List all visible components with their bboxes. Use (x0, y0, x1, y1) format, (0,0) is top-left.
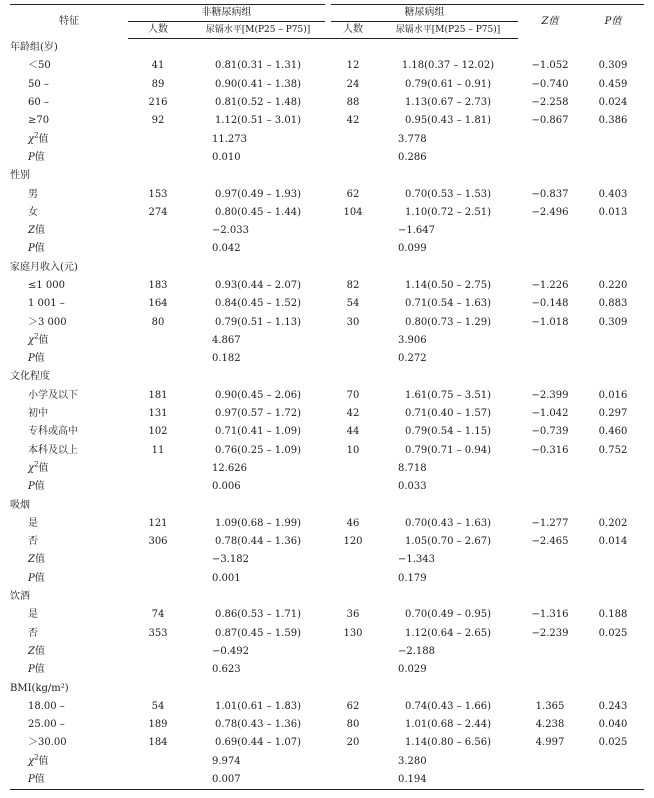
pvalue-nondiabetic: 0.001 (212, 572, 241, 584)
section-title-row (10, 259, 644, 277)
empty-cell (328, 332, 378, 350)
stat-label: Z值 (28, 645, 45, 657)
pvalue-nondiabetic: 0.623 (212, 664, 241, 676)
pvalue-label: P值 (28, 572, 45, 584)
count-diabetic: 46 (346, 517, 360, 529)
count-diabetic: 62 (346, 188, 360, 200)
p-value: 0.040 (598, 719, 628, 731)
count-nondiabetic: 183 (148, 280, 168, 291)
count-nondiabetic: 164 (148, 298, 168, 310)
z-value: −2.239 (531, 627, 569, 639)
stat-row (10, 643, 644, 661)
level-nondiabetic: 0.76(0.25 – 1.09) (215, 444, 301, 456)
empty-cell (582, 771, 644, 790)
row-label: 1 001 – (28, 298, 65, 310)
z-value: −0.837 (531, 188, 569, 200)
table-body (10, 39, 644, 790)
count-nondiabetic: 80 (151, 316, 165, 328)
level-nondiabetic: 0.84(0.45 – 1.52) (215, 298, 301, 310)
row-label: 男 (28, 188, 38, 200)
level-diabetic: 1.01(0.68 – 2.44) (405, 719, 491, 731)
row-label: 小学及以下 (28, 389, 78, 401)
section-title: BMI(kg/m²) (10, 682, 69, 694)
pvalue-row (10, 570, 644, 588)
section-title-row (10, 588, 644, 606)
empty-cell (518, 478, 582, 496)
empty-cell (128, 661, 188, 679)
level-nondiabetic: 0.86(0.53 – 1.71) (215, 609, 301, 621)
p-value: 0.460 (598, 426, 628, 438)
empty-cell (518, 551, 582, 569)
table-row (10, 313, 644, 331)
row-label: 是 (28, 517, 38, 529)
row-label: 否 (28, 536, 38, 548)
pvalue-diabetic: 0.099 (398, 243, 427, 255)
level-diabetic: 1.13(0.67 – 2.73) (405, 97, 491, 109)
z-value: −1.018 (531, 316, 569, 328)
count-diabetic: 24 (346, 78, 360, 90)
level-nondiabetic: 0.97(0.49 – 1.93) (215, 188, 301, 200)
level-diabetic: 1.05(0.70 – 2.67) (405, 536, 491, 548)
level-nondiabetic: 0.93(0.44 – 2.07) (215, 280, 301, 291)
header-level-diabetic: 尿镉水平[M(P25 – P75)] (378, 22, 518, 39)
empty-cell (582, 643, 644, 661)
empty-cell (518, 771, 582, 790)
row-label: 50 – (28, 78, 49, 90)
level-diabetic: 0.70(0.53 – 1.53) (405, 188, 491, 200)
stat-diabetic: 3.280 (398, 755, 427, 767)
count-diabetic: 36 (346, 609, 360, 621)
table-row (10, 423, 644, 441)
section-title-row (10, 368, 644, 386)
pvalue-nondiabetic: 0.007 (188, 771, 328, 790)
row-label: 否 (28, 627, 38, 639)
level-nondiabetic: 0.71(0.41 – 1.09) (215, 426, 301, 438)
level-diabetic: 0.70(0.49 – 0.95) (405, 609, 491, 621)
empty-cell (518, 222, 582, 240)
table-row (10, 185, 644, 203)
row-label: 本科及以上 (28, 444, 78, 456)
pvalue-diabetic: 0.286 (398, 151, 427, 163)
count-diabetic: 20 (346, 737, 360, 749)
stat-row (10, 460, 644, 478)
stat-nondiabetic: −3.182 (212, 554, 250, 566)
row-label: 25.00 – (28, 719, 65, 731)
empty-cell (328, 643, 378, 661)
pvalue-nondiabetic: 0.006 (212, 481, 241, 493)
empty-cell (128, 222, 188, 240)
z-value: −0.148 (531, 298, 569, 310)
pvalue-row (10, 240, 644, 258)
level-diabetic: 0.74(0.43 – 1.66) (405, 700, 491, 712)
empty-cell (328, 570, 378, 588)
level-diabetic: 1.14(0.50 – 2.75) (405, 280, 491, 291)
empty-cell (582, 130, 644, 148)
empty-cell (518, 350, 582, 368)
p-value: 0.220 (598, 280, 628, 291)
empty-cell (582, 222, 644, 240)
row-label: ＞30.00 (28, 737, 67, 749)
section-title-row (10, 39, 644, 58)
pvalue-row (10, 350, 644, 368)
table-row (10, 625, 644, 643)
row-label: 初中 (28, 408, 48, 420)
p-value: 0.309 (598, 60, 628, 72)
stat-label: $\chi^2$值 (28, 332, 49, 346)
pvalue-diabetic: 0.194 (378, 771, 518, 790)
pvalue-label: P值 (28, 481, 45, 493)
z-value: −0.739 (531, 426, 569, 438)
p-value: 0.403 (598, 188, 628, 200)
empty-cell (128, 460, 188, 478)
z-value: −2.465 (531, 536, 569, 548)
level-nondiabetic: 0.90(0.41 – 1.38) (215, 78, 301, 90)
empty-cell (582, 570, 644, 588)
stat-nondiabetic: 12.626 (212, 462, 247, 474)
pvalue-diabetic: 0.179 (398, 572, 427, 584)
z-value: −1.316 (531, 609, 569, 621)
row-label: 女 (28, 206, 38, 218)
table-row (10, 277, 644, 295)
count-nondiabetic: 274 (148, 206, 168, 218)
count-diabetic: 30 (346, 316, 360, 328)
z-value: 1.365 (535, 700, 565, 712)
count-nondiabetic: 41 (151, 60, 165, 72)
count-diabetic: 120 (343, 536, 363, 548)
empty-cell (128, 350, 188, 368)
header-feature: 特征 (10, 5, 128, 39)
count-nondiabetic: 306 (148, 536, 168, 548)
stat-label: $\chi^2$值 (28, 131, 49, 145)
p-value: 0.202 (598, 517, 628, 529)
p-value: 0.883 (598, 298, 628, 310)
section-title-row (10, 167, 644, 185)
table-row (10, 606, 644, 624)
empty-cell (328, 460, 378, 478)
section-title: 吸烟 (10, 499, 30, 511)
level-diabetic: 1.10(0.72 – 2.51) (405, 206, 491, 218)
stat-label: Z值 (28, 225, 45, 237)
count-diabetic: 80 (346, 719, 360, 731)
empty-cell (582, 551, 644, 569)
table-row (10, 698, 644, 716)
empty-cell (518, 570, 582, 588)
count-nondiabetic: 131 (148, 408, 168, 420)
empty-cell (582, 240, 644, 258)
section-title: 年龄组(岁) (10, 42, 58, 54)
empty-cell (328, 478, 378, 496)
stat-row (10, 551, 644, 569)
level-nondiabetic: 0.69(0.44 – 1.07) (215, 737, 301, 749)
stat-diabetic: 3.778 (398, 133, 427, 145)
section-title-row (10, 496, 644, 514)
section-title: 家庭月收入(元) (10, 261, 78, 273)
table-row (10, 112, 644, 130)
pvalue-nondiabetic: 0.182 (212, 353, 241, 365)
p-value: 0.014 (598, 536, 628, 548)
level-nondiabetic: 0.78(0.43 – 1.36) (215, 719, 301, 731)
header-p-value: P值 (582, 5, 644, 39)
empty-cell (518, 661, 582, 679)
count-diabetic: 44 (346, 426, 360, 438)
stat-row (10, 753, 644, 771)
empty-cell (328, 661, 378, 679)
count-nondiabetic: 121 (148, 517, 168, 529)
level-diabetic: 1.61(0.75 – 3.51) (405, 389, 491, 401)
count-nondiabetic: 74 (151, 609, 165, 621)
pvalue-label: P值 (10, 771, 128, 790)
p-value: 0.459 (598, 78, 628, 90)
empty-cell (582, 753, 644, 771)
p-value: 0.025 (598, 627, 628, 639)
row-label: 18.00 – (28, 700, 65, 712)
header-level-nondiabetic: 尿镉水平[M(P25 – P75)] (188, 22, 328, 39)
empty-cell (128, 149, 188, 167)
level-nondiabetic: 0.79(0.51 – 1.13) (215, 316, 301, 328)
row-label: ≥70 (28, 115, 50, 127)
header-count-diabetic: 人数 (328, 22, 378, 39)
level-nondiabetic: 0.81(0.31 – 1.31) (215, 60, 301, 72)
table-row (10, 57, 644, 75)
section-title: 性别 (10, 170, 30, 182)
empty-cell (128, 478, 188, 496)
count-nondiabetic: 216 (148, 97, 168, 109)
z-value: −2.496 (531, 206, 569, 218)
section-title: 文化程度 (10, 371, 50, 383)
empty-cell (582, 460, 644, 478)
empty-cell (128, 643, 188, 661)
level-nondiabetic: 0.81(0.52 – 1.48) (215, 97, 301, 109)
count-nondiabetic: 102 (148, 426, 168, 438)
empty-cell (128, 332, 188, 350)
stat-diabetic: 3.906 (398, 334, 427, 346)
p-value: 0.309 (598, 316, 628, 328)
stat-nondiabetic: 9.974 (212, 755, 241, 767)
empty-cell (518, 460, 582, 478)
empty-cell (328, 753, 378, 771)
level-diabetic: 0.71(0.40 – 1.57) (405, 408, 491, 420)
p-value: 0.243 (598, 700, 628, 712)
level-diabetic: 0.71(0.54 – 1.63) (405, 298, 491, 310)
level-nondiabetic: 0.97(0.57 – 1.72) (215, 408, 301, 420)
count-diabetic: 42 (346, 408, 360, 420)
table-row (10, 533, 644, 551)
empty-cell (518, 149, 582, 167)
section-title-row (10, 679, 644, 697)
header-group-diabetic: 糖尿病组 (328, 5, 518, 22)
empty-cell (518, 643, 582, 661)
row-label: 是 (28, 609, 38, 621)
empty-cell (518, 753, 582, 771)
empty-cell (128, 771, 188, 790)
p-value: 0.752 (598, 444, 628, 456)
pvalue-row (10, 771, 644, 790)
empty-cell (582, 478, 644, 496)
z-value: −0.316 (531, 444, 569, 456)
pvalue-label: P值 (28, 151, 45, 163)
level-nondiabetic: 0.78(0.44 – 1.36) (215, 536, 301, 548)
count-diabetic: 62 (346, 700, 360, 712)
level-nondiabetic: 1.09(0.68 – 1.99) (215, 517, 301, 529)
count-diabetic: 12 (346, 60, 360, 72)
z-value: −0.740 (531, 78, 569, 90)
stat-row (10, 332, 644, 350)
pvalue-nondiabetic: 0.010 (212, 151, 241, 163)
count-diabetic: 54 (346, 298, 360, 310)
data-table-container (10, 4, 644, 790)
p-value: 0.024 (598, 97, 628, 109)
stat-diabetic: −1.647 (398, 225, 436, 237)
header-group-nondiabetic: 非糖尿病组 (128, 5, 328, 22)
stat-nondiabetic: 11.273 (212, 133, 247, 145)
table-header (10, 5, 644, 39)
count-nondiabetic: 181 (148, 389, 168, 401)
empty-cell (582, 332, 644, 350)
stat-nondiabetic: −2.033 (212, 225, 250, 237)
row-label: ＞3 000 (28, 316, 67, 328)
table-row (10, 295, 644, 313)
p-value: 0.386 (598, 115, 628, 127)
z-value: −2.399 (531, 389, 569, 401)
count-nondiabetic: 92 (151, 115, 165, 127)
count-nondiabetic: 11 (151, 444, 165, 456)
z-value: −1.042 (531, 408, 569, 420)
count-diabetic: 10 (346, 444, 360, 456)
stat-label: Z值 (28, 554, 45, 566)
empty-cell (128, 551, 188, 569)
p-value: 0.013 (598, 206, 628, 218)
p-value: 0.016 (598, 389, 628, 401)
empty-cell (518, 130, 582, 148)
empty-cell (328, 130, 378, 148)
count-nondiabetic: 353 (148, 627, 168, 639)
level-nondiabetic: 0.87(0.45 – 1.59) (215, 627, 301, 639)
count-diabetic: 104 (343, 206, 363, 218)
level-nondiabetic: 1.01(0.61 – 1.83) (215, 700, 301, 712)
pvalue-diabetic: 0.033 (398, 481, 427, 493)
empty-cell (328, 771, 378, 790)
table-row (10, 76, 644, 94)
empty-cell (518, 332, 582, 350)
section-title: 饮酒 (10, 591, 30, 603)
empty-cell (582, 661, 644, 679)
stat-diabetic: −1.343 (398, 554, 436, 566)
level-nondiabetic: 0.80(0.45 – 1.44) (215, 206, 301, 218)
table-row (10, 405, 644, 423)
empty-cell (128, 570, 188, 588)
z-value: −1.277 (531, 517, 569, 529)
empty-cell (582, 350, 644, 368)
count-diabetic: 42 (346, 115, 360, 127)
table-row (10, 734, 644, 752)
table-row (10, 716, 644, 734)
z-value: −2.258 (531, 97, 569, 109)
pvalue-label: P值 (28, 664, 45, 676)
p-value: 0.188 (598, 609, 628, 621)
level-diabetic: 0.79(0.61 – 0.91) (405, 78, 491, 90)
header-count-nondiabetic: 人数 (128, 22, 188, 39)
z-value: 4.997 (535, 737, 565, 749)
stat-label: $\chi^2$值 (28, 753, 49, 767)
z-value: −1.226 (531, 280, 569, 291)
pvalue-row (10, 149, 644, 167)
empty-cell (328, 149, 378, 167)
level-diabetic: 1.18(0.37 – 12.02) (401, 60, 495, 72)
level-diabetic: 0.95(0.43 – 1.81) (405, 115, 491, 127)
level-diabetic: 0.80(0.73 – 1.29) (405, 316, 491, 328)
empty-cell (328, 551, 378, 569)
stat-row (10, 222, 644, 240)
empty-cell (328, 240, 378, 258)
empty-cell (128, 130, 188, 148)
table-row (10, 515, 644, 533)
level-diabetic: 1.12(0.64 – 2.65) (405, 627, 491, 639)
pvalue-row (10, 661, 644, 679)
table-row (10, 204, 644, 222)
statistics-table (10, 4, 644, 790)
stat-nondiabetic: 4.867 (212, 334, 241, 346)
level-nondiabetic: 0.90(0.45 – 2.06) (215, 389, 301, 401)
empty-cell (582, 149, 644, 167)
stat-nondiabetic: −0.492 (212, 645, 250, 657)
p-value: 0.025 (598, 737, 628, 749)
count-diabetic: 82 (346, 280, 360, 291)
pvalue-label: P值 (28, 243, 45, 255)
empty-cell (518, 240, 582, 258)
stat-label: $\chi^2$值 (28, 460, 49, 474)
header-z-value: Z值 (518, 5, 582, 39)
empty-cell (128, 753, 188, 771)
count-diabetic: 70 (346, 389, 360, 401)
stat-diabetic: 8.718 (398, 462, 427, 474)
count-nondiabetic: 89 (151, 78, 165, 90)
count-nondiabetic: 189 (148, 719, 168, 731)
table-row (10, 94, 644, 112)
stat-row (10, 130, 644, 148)
pvalue-diabetic: 0.029 (398, 664, 427, 676)
count-nondiabetic: 184 (148, 737, 168, 749)
row-label: ≤1 000 (28, 280, 66, 291)
row-label: ＜50 (28, 60, 51, 72)
table-row (10, 442, 644, 460)
level-diabetic: 1.14(0.80 – 6.56) (405, 737, 491, 749)
empty-cell (128, 240, 188, 258)
stat-diabetic: −2.188 (398, 645, 436, 657)
level-diabetic: 0.70(0.43 – 1.63) (405, 517, 491, 529)
level-nondiabetic: 1.12(0.51 – 3.01) (215, 115, 301, 127)
count-nondiabetic: 54 (151, 700, 165, 712)
level-diabetic: 0.79(0.54 – 1.15) (405, 426, 491, 438)
empty-cell (328, 350, 378, 368)
z-value: −1.052 (531, 60, 569, 72)
table-row (10, 387, 644, 405)
empty-cell (328, 222, 378, 240)
pvalue-row (10, 478, 644, 496)
p-value: 0.297 (598, 408, 628, 420)
z-value: −0.867 (531, 115, 569, 127)
pvalue-diabetic: 0.272 (398, 353, 427, 365)
row-label: 60 – (28, 97, 49, 109)
count-diabetic: 130 (343, 627, 363, 639)
row-label: 专科或高中 (28, 426, 78, 438)
count-nondiabetic: 153 (148, 188, 168, 200)
z-value: 4.238 (535, 719, 565, 731)
level-diabetic: 0.79(0.71 – 0.94) (405, 444, 491, 456)
count-diabetic: 88 (346, 97, 360, 109)
pvalue-label: P值 (28, 353, 45, 365)
pvalue-nondiabetic: 0.042 (212, 243, 241, 255)
